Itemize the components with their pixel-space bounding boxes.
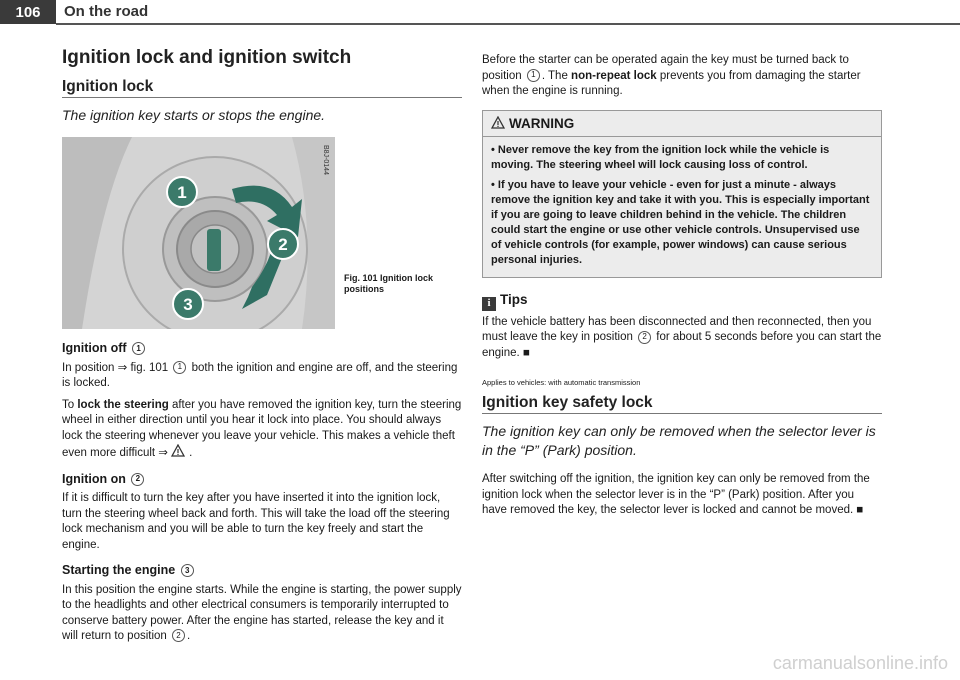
figure-caption [344, 273, 454, 295]
figure-code: B8J-0144 [322, 145, 329, 175]
warning-triangle-icon [491, 116, 505, 129]
tips-paragraph: If the vehicle battery has been disconnected and then reconnected, then you must leave the key in position 2 for about 5 seconds before you can start the engine. ■ [482, 315, 882, 359]
paragraph-key-safety-lock: After switching off the ignition, the ignition key can only be removed from the ignition lock when the selector lever is in the “P” (Park) position. After you have removed the key, the selector lever is locked and cannot be moved. ■ [482, 473, 870, 517]
warning-header: WARNING [483, 111, 881, 138]
subsection-title: Ignition lock [62, 77, 154, 95]
info-icon: i [482, 297, 496, 311]
paragraph-lock-steering: To lock the steering after you have removed the ignition key, turn the steering wheel in either direction until you hear it lock into place. You should always lock the steering whenever you leave your vehicle. This makes a vehicle theft even more difficult ⇒ . [62, 398, 462, 459]
ignition-lock-illustration [62, 137, 335, 329]
lead-text: The ignition key starts or stops the engine. [62, 107, 326, 123]
subsection-rule-2 [482, 413, 882, 414]
header-rule [56, 23, 960, 25]
subsection-title-2: Ignition key safety lock [482, 393, 653, 411]
paragraph-ignition-on: If it is difficult to turn the key after you have inserted it into the ignition lock, turn the steering wheel back and forth. This will take the load off the steering lock mechanism and you will be able to turn the key freely and start the engine. [62, 492, 450, 551]
warning-bullet-1: • Never remove the key from the ignition lock while the vehicle is moving. The steering wheel will lock causing loss of control. [491, 144, 830, 171]
page-number: 106 [0, 0, 56, 24]
lead-text-2: The ignition key can only be removed when the selector lever is in the “P” (Park) position. [482, 423, 876, 459]
heading-starting-engine: Starting the engine 3 [62, 563, 462, 579]
end-marker-icon: ■ [522, 346, 530, 359]
warning-triangle-icon [171, 444, 185, 457]
figure-caption-line-2: positions [344, 284, 384, 294]
left-column [62, 47, 462, 651]
warning-bullet-2: • If you have to leave your vehicle - even for just a minute - always remove the ignition key and take it with you. This is especially important if you are going to leave children behind in the vehicle. The children could start the engine or use other vehicle controls. Unsupervised use of vehicle controls (for example, power windows) can cause serious personal injuries. [491, 179, 870, 266]
right-column [482, 53, 882, 525]
end-marker-icon: ■ [856, 504, 864, 517]
tips-header: i Tips [482, 292, 882, 311]
watermark: carmanualsonline.info [772, 653, 948, 673]
figure-label-3: 3 [183, 295, 193, 314]
section-title: Ignition lock and ignition switch [62, 47, 352, 68]
page-header [0, 0, 960, 28]
paragraph-ignition-off: In position ⇒ fig. 101 1 both the ignition and engine are off, and the steering is locked. [62, 361, 458, 389]
subsection-rule [62, 97, 462, 98]
paragraph-non-repeat-lock: Before the starter can be operated again the key must be turned back to position 1 . The non-repeat lock prevents you from damaging the starter when the engine is running. [482, 54, 861, 97]
applies-note: Applies to vehicles: with automatic transmission [482, 378, 641, 388]
ignition-lock-figure [62, 137, 335, 329]
figure-caption-line-1: Fig. 101 Ignition lock [344, 273, 434, 283]
heading-ignition-on: Ignition on 2 [62, 472, 462, 488]
warning-body [483, 137, 881, 277]
heading-ignition-off: Ignition off 1 [62, 341, 462, 357]
figure-label-2: 2 [278, 235, 288, 254]
figure-block [62, 137, 462, 329]
warning-box [482, 110, 882, 279]
figure-label-1: 1 [177, 183, 187, 202]
paragraph-starting-engine: In this position the engine starts. While the engine is starting, the power supply to the headlights and other electrical consumers is temporarily interrupted to conserve battery power. After the engine has started, release the key and it will return to position 2 . [62, 583, 462, 642]
running-head: On the road [64, 3, 149, 20]
